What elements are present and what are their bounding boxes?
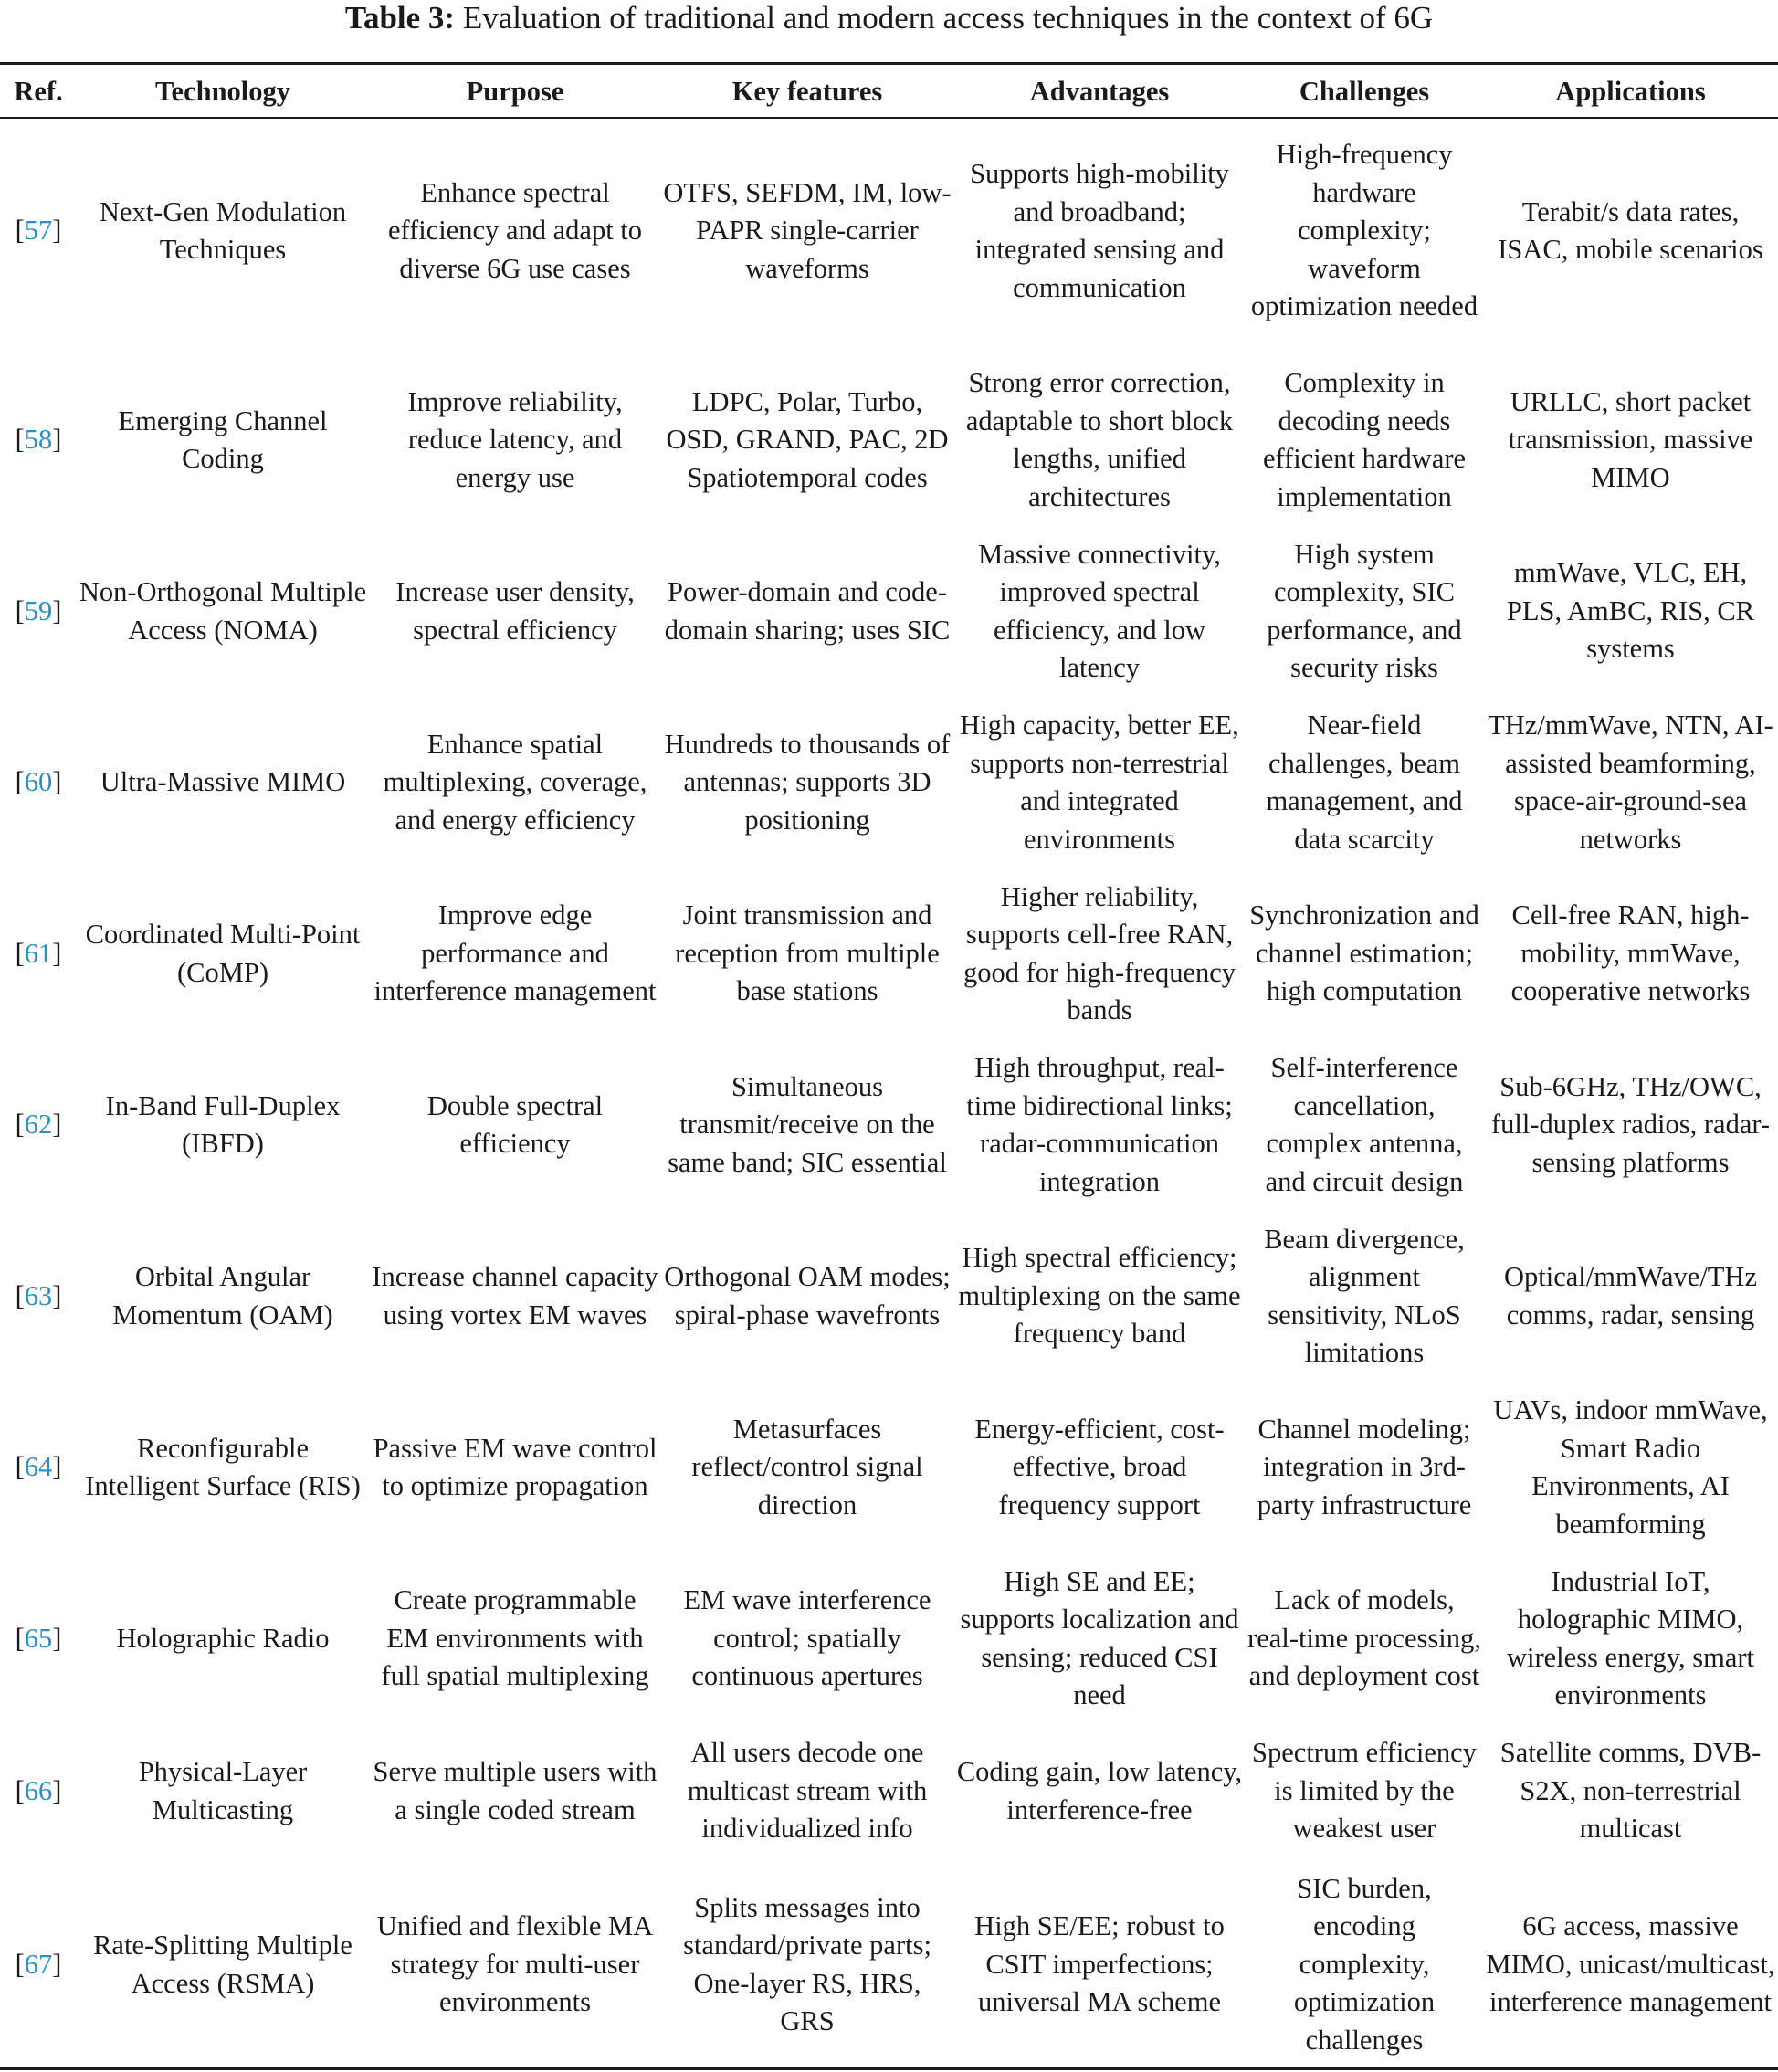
advantages-cell: Energy-efficient, cost-effective, broad frequency support: [974, 1413, 1225, 1520]
applications-cell: Cell-free RAN, high-mobility, mmWave, cooperative networks: [1510, 899, 1751, 1007]
col-header-challenges: Challenges: [1299, 75, 1430, 107]
advantages-cell: High throughput, real-time bidirectional links; radar-communication integration: [966, 1052, 1233, 1197]
technology-cell: Non-Orthogonal Multiple Access (NOMA): [79, 576, 367, 646]
advantages-cell: Coding gain, low latency, interference-free: [956, 1756, 1243, 1825]
col-header-advantages: Advantages: [1029, 75, 1170, 107]
challenges-cell: SIC burden, encoding complexity, optimization challenges: [1293, 1872, 1436, 2056]
challenges-cell: Near-field challenges, beam management, and data scarcity: [1266, 710, 1463, 855]
challenges-cell: Spectrum efficiency is limited by the weakest user: [1252, 1737, 1477, 1845]
purpose-cell: Serve multiple users with a single coded stream: [373, 1756, 658, 1825]
access-techniques-table: [0, 65, 1778, 2062]
ref-cell[interactable]: [62]: [15, 1109, 62, 1141]
purpose-cell: Passive EM wave control to optimize propagation: [373, 1432, 658, 1501]
table-row: [0, 1562, 1778, 1715]
table-caption: [0, 0, 1778, 37]
purpose-cell: Double spectral efficiency: [426, 1089, 604, 1159]
ref-link[interactable]: 63: [24, 1279, 53, 1311]
applications-cell: mmWave, VLC, EH, PLS, AmBC, RIS, CR systems: [1506, 557, 1755, 665]
advantages-cell: Strong error correction, adaptable to short block lengths, unified architectures: [965, 367, 1234, 512]
table-row: [0, 688, 1778, 878]
key-features-cell: OTFS, SEFDM, IM, low-PAPR single-carrier waveforms: [663, 176, 952, 284]
technology-cell: Physical-Layer Multicasting: [138, 1756, 308, 1825]
table-row: [0, 878, 1778, 1030]
key-features-cell: EM wave interference control; spatially continuous apertures: [683, 1584, 931, 1692]
applications-cell: THz/mmWave, NTN, AI-assisted beamforming, space-air-ground-sea networks: [1488, 710, 1773, 855]
ref-cell[interactable]: [61]: [15, 937, 62, 969]
advantages-cell: Supports high-mobility and broadband; integrated sensing and communication: [970, 158, 1229, 303]
advantages-cell: High capacity, better EE, supports non-terrestrial and integrated environments: [960, 710, 1239, 855]
advantages-cell: Massive connectivity, improved spectral efficiency, and low latency: [978, 538, 1221, 683]
ref-link[interactable]: 65: [24, 1622, 53, 1654]
applications-cell: Optical/mmWave/THz comms, radar, sensing: [1503, 1261, 1758, 1330]
ref-cell[interactable]: [64]: [15, 1451, 62, 1483]
applications-cell: UAVs, indoor mmWave, Smart Radio Environments, AI beamforming: [1493, 1394, 1768, 1540]
table-row: [0, 535, 1778, 688]
key-features-cell: Joint transmission and reception from multiple base stations: [675, 899, 940, 1007]
purpose-cell: Improve edge performance and interference management: [373, 899, 657, 1007]
applications-cell: Sub-6GHz, THz/OWC, full-duplex radios, radar-sensing platforms: [1490, 1070, 1771, 1178]
caption-text: Evaluation of traditional and modern access techniques in the context of 6G: [455, 0, 1434, 36]
key-features-cell: All users decode one multicast stream with individualized info: [687, 1737, 928, 1845]
ref-cell[interactable]: [58]: [15, 424, 62, 456]
key-features-cell: Metasurfaces reflect/control signal direction: [691, 1413, 923, 1520]
ref-link[interactable]: 60: [24, 766, 53, 798]
purpose-cell: Increase channel capacity using vortex EM waves: [372, 1261, 658, 1330]
ref-cell[interactable]: [63]: [15, 1279, 62, 1311]
challenges-cell: High system complexity, SIC performance, and security risks: [1267, 538, 1462, 683]
purpose-cell: Unified and flexible MA strategy for multi-user environments: [376, 1910, 654, 2018]
challenges-cell: Lack of models, real-time processing, and deployment cost: [1247, 1584, 1481, 1692]
challenges-cell: Channel modeling; integration in 3rd-party infrastructure: [1257, 1413, 1472, 1520]
caption-label: Table 3:: [344, 0, 456, 36]
technology-cell: Holographic Radio: [116, 1622, 330, 1654]
challenges-cell: Synchronization and channel estimation; high computation: [1249, 899, 1479, 1007]
advantages-cell: High spectral efficiency; multiplexing on the same frequency band: [958, 1242, 1241, 1350]
key-features-cell: Splits messages into standard/private parts; One-layer RS, HRS, GRS: [683, 1891, 931, 2036]
col-header-technology: Technology: [154, 75, 291, 107]
technology-cell: Emerging Channel Coding: [118, 405, 328, 474]
challenges-cell: Self-interference cancellation, complex antenna, and circuit design: [1265, 1052, 1464, 1197]
table-row: [0, 1373, 1778, 1562]
key-features-cell: Orthogonal OAM modes; spiral-phase wavefronts: [664, 1261, 951, 1330]
col-header-applications: Applications: [1555, 75, 1706, 107]
ref-link[interactable]: 66: [24, 1774, 53, 1806]
col-header-purpose: Purpose: [466, 75, 564, 107]
col-header-ref: Ref.: [14, 75, 63, 107]
applications-cell: URLLC, short packet transmission, massive MIMO: [1508, 385, 1753, 493]
ref-cell[interactable]: [57]: [15, 215, 62, 247]
technology-cell: Next-Gen Modulation Techniques: [99, 195, 347, 265]
applications-cell: Satellite comms, DVB-S2X, non-terrestrial multicast: [1499, 1737, 1762, 1845]
advantages-cell: Higher reliability, supports cell-free RAN, good for high-frequency bands: [963, 880, 1236, 1025]
purpose-cell: Enhance spectral efficiency and adapt to diverse 6G use cases: [387, 176, 643, 284]
technology-cell: In-Band Full-Duplex (IBFD): [105, 1089, 341, 1159]
table-row: [0, 1220, 1778, 1373]
purpose-cell: Increase user density, spectral efficiency: [395, 576, 635, 646]
technology-cell: Reconfigurable Intelligent Surface (RIS): [85, 1432, 361, 1501]
key-features-cell: Simultaneous transmit/receive on the same band; SIC essential: [668, 1070, 947, 1178]
ref-link[interactable]: 62: [24, 1109, 53, 1141]
advantages-cell: High SE/EE; robust to CSIT imperfections; universal MA scheme: [974, 1910, 1225, 2018]
ref-cell[interactable]: [67]: [15, 1948, 62, 1980]
ref-cell[interactable]: [59]: [15, 594, 62, 626]
advantages-cell: High SE and EE; supports localization and sensing; reduced CSI need: [960, 1565, 1239, 1710]
technology-cell: Ultra-Massive MIMO: [100, 766, 346, 798]
ref-link[interactable]: 64: [24, 1451, 53, 1483]
purpose-cell: Enhance spatial multiplexing, coverage, and energy efficiency: [383, 728, 647, 836]
applications-cell: Terabit/s data rates, ISAC, mobile scenarios: [1498, 195, 1763, 265]
key-features-cell: LDPC, Polar, Turbo, OSD, GRAND, PAC, 2D Spatiotemporal codes: [666, 385, 949, 493]
challenges-cell: Complexity in decoding needs efficient hardware implementation: [1262, 367, 1467, 512]
ref-link[interactable]: 61: [24, 937, 53, 969]
ref-link[interactable]: 59: [24, 594, 53, 626]
table-row: [0, 1030, 1778, 1220]
purpose-cell: Improve reliability, reduce latency, and energy use: [407, 385, 623, 493]
table-row: [0, 117, 1778, 345]
table-row: [0, 1715, 1778, 1867]
challenges-cell: Beam divergence, alignment sensitivity, NLoS limitations: [1264, 1223, 1465, 1368]
ref-cell[interactable]: [65]: [15, 1622, 62, 1654]
challenges-cell: High-frequency hardware complexity; waveform optimization needed: [1250, 139, 1478, 322]
key-features-cell: Hundreds to thousands of antennas; supports 3D positioning: [664, 728, 951, 836]
bottom-rule: [0, 2067, 1778, 2070]
ref-link[interactable]: 57: [24, 215, 53, 247]
table-row: [0, 1867, 1778, 2062]
table-row: [0, 345, 1778, 535]
purpose-cell: Create programmable EM environments with full spatial multiplexing: [381, 1584, 649, 1692]
technology-cell: Coordinated Multi-Point (CoMP): [85, 919, 361, 988]
key-features-cell: Power-domain and code-domain sharing; uses SIC: [664, 576, 951, 646]
col-header-key-features: Key features: [731, 75, 883, 107]
applications-cell: Industrial IoT, holographic MIMO, wireless energy, smart environments: [1506, 1565, 1755, 1710]
ref-link[interactable]: 67: [24, 1948, 53, 1980]
technology-cell: Rate-Splitting Multiple Access (RSMA): [93, 1930, 352, 1999]
table-header-row: [0, 65, 1778, 117]
technology-cell: Orbital Angular Momentum (OAM): [112, 1261, 333, 1330]
applications-cell: 6G access, massive MIMO, unicast/multicast, interference management: [1486, 1910, 1775, 2018]
ref-link[interactable]: 58: [24, 424, 53, 456]
ref-cell[interactable]: [60]: [15, 766, 62, 798]
ref-cell[interactable]: [66]: [15, 1774, 62, 1806]
